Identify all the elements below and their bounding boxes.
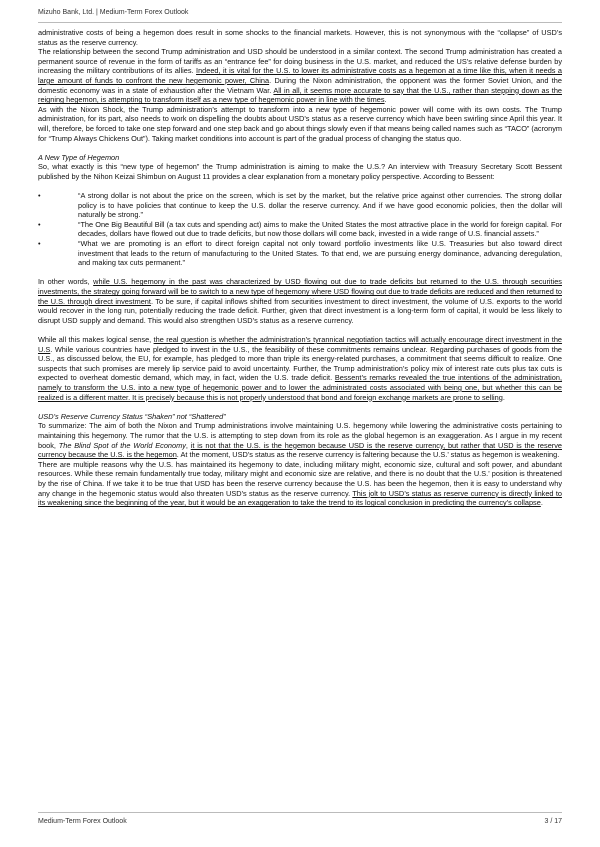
- list-item: • “The One Big Beautiful Bill (a tax cuts and spending act) aims to make the United States the most attractive place in the world for foreign capital. For decades, dollars have flowed out due to trade deficits, but now those dollars will come back, invested in a wide range of U.S. financial assets.”: [38, 219, 562, 239]
- bessent-quotes-list: [38, 191, 562, 268]
- section-heading-reserve-status: USD’s Reserve Currency Status “Shaken” not “Shattered”: [38, 411, 226, 421]
- underlined-passage: the real question is whether the administration’s tyrannical negotiation tactics will actually encourage direct investment in the U.S: [38, 335, 563, 354]
- document-body: [38, 28, 562, 508]
- paragraph-4: So, what exactly is this “new type of hegemon” the Trump administration is aiming to make the U.S.? An interview with Treasury Secretary Scott Bessent published by the Nihon Keizai Shimbun on August 11 provides a clear explanation from a monetary policy perspective. According to Bessent:: [38, 162, 562, 181]
- list-item: • “What we are promoting is an effort to direct foreign capital not only toward portfolio investments like U.S. Treasuries but also toward direct investment that leads to the return of manufacturing to the United States. To that end, we are pursuing energy dominance, advancing deregulation, and making tax cuts permanent.”: [38, 239, 562, 268]
- page-header: Mizuho Bank, Ltd. | Medium-Term Forex Outlook: [38, 9, 189, 16]
- paragraph-7: To summarize: The aim of both the Nixon and Trump administrations involve maintaining U.S. hegemony while lowering the administrative costs pertaining to maintaining this hegemony. The rumor that the U.S. is attempting to step down from its role as the global hegemon is an exaggeration. As I argue in my recent book, The Blind Spot of the World Economy, it is not that the U.S. is the hegemon because USD is the reserve currency, but rather that USD is the reserve currency because the U.S. is the hegemon. At the moment, USD’s status as the reserve currency is faltering because the U.S.’ status as hegemon is weakening.: [38, 421, 562, 460]
- underlined-passage: it is not that the U.S. is the hegemon because USD is the reserve currency, but rather that USD is the reserve currency because the U.S. is the hegemon: [38, 440, 562, 460]
- paragraph-2: The relationship between the second Trump administration and USD should be understood in a similar context. The second Trump administration has created a permanent source of revenue in the form of tariffs as an “entrance fee” for doing business in the U.S. market, and reduced the US’s relative defense burden by increasing the military contributions of its allies. Indeed, it is vital for the U.S. to lower its administrative costs as a hegemon at a time like this, when it needs a large amount of funds to confront the new hegemonic power, China. During the Nixon administration, the opponent was the former Soviet Union, and the domestic economy was in a state of exhaustion after the Vietnam War. All in all, it seems more accurate to say that the U.S., rather than stepping down as the reigning hegemon, is attempting to transform itself as a new type of hegemonic power in line with the times.: [38, 47, 562, 105]
- paragraph-6: While all this makes logical sense, the real question is whether the administration’s tyrannical negotiation tactics will actually encourage direct investment in the U.S. While various countries have pledged to invest in the U.S., the feasibility of these commitments remains unclear. Regarding purchases of goods from the U.S., as discussed below, the EU, for example, has pledged to more than triple its energy-related purchases, a commitment that seems difficult to realize. One suspects that such promises are merely lip service paid to avoid uncertainty. Further, the Trump administration’s policy mix of interest rate cuts plus tax cuts is expected to overheat domestic demand, which may, in fact, widen the U.S. trade deficit. Bessent’s remarks revealed the true intentions of the administration, namely to transform the U.S. into a new type of hegemonic power and to lower the administrated costs associated with being one, but whether this can be realized is a different matter. It is precisely because this is not properly understood that bond and foreign exchange markets are prone to selling.: [38, 335, 563, 402]
- page-number: 3 / 17: [544, 818, 562, 825]
- list-item: • “A strong dollar is not about the price on the screen, which is set by the market, but the relative price against other currencies. The strong dollar policy is to have policies that continue to keep the U.S. dollar the reserve currency. And if we have good economic policies, then the dollar will naturally be strong.”: [38, 191, 562, 220]
- underlined-passage: while U.S. hegemony in the past was characterized by USD flowing out due to trade deficits but returned to the U.S. through securities investments, the strategy going forward will be to switch to a new type of hegemony where USD flowing out due to trade deficits are reduced and then returned to the U.S. through direct investment: [38, 277, 562, 306]
- bullet-icon: •: [38, 191, 41, 201]
- underlined-passage: All in all, it seems more accurate to say that the U.S., rather than stepping down as the reigning hegemon, is attempting to transform itself as a new type of hegemonic power in line with the times: [38, 85, 562, 105]
- section-heading-new-hegemon: A New Type of Hegemon: [38, 152, 120, 162]
- footer-divider: [38, 812, 562, 813]
- underlined-passage: Indeed, it is vital for the U.S. to lower its administrative costs as a hegemon at a time like this, when it needs a large amount of funds to confront the new hegemonic power, China: [38, 66, 562, 85]
- paragraph-1: administrative costs of being a hegemon does result in some shocks to the financial markets. However, this is not synonymous with the “collapse” of USD’s status as the reserve currency.: [38, 28, 562, 47]
- underlined-passage: Bessent’s remarks revealed the true intentions of the administration, namely to transform the U.S. into a new type of hegemonic power and to lower the administrated costs associated with being one, but whether this can be realized is a different matter. It is precisely because this is not properly understood that bond and foreign exchange markets are prone to selling: [38, 373, 563, 402]
- paragraph-8: There are multiple reasons why the U.S. has maintained its hegemony to date, including military might, economic size, cultural and soft power, and abundant resources. While these remain fundamentally true today, military might and economic size are relative, and there is no doubt that the U.S.’ position is threatened by the rise of China. If we take it to be true that USD has been the reserve currency because the U.S. has been the hegemon, then it is easy to understand why any change in the hegemonic status would also threaten USD’s status as the reserve currency. This jolt to USD’s status as reserve currency is directly linked to its weakening since the beginning of the year, but it would be an exaggeration to take the trend to its logical conclusion in predicting the currency’s collapse.: [38, 459, 562, 508]
- footer-title: Medium-Term Forex Outlook: [38, 818, 127, 825]
- paragraph-3: As with the Nixon Shock, the Trump administration’s attempt to transform into a new type of hegemonic power will come with its own costs. The Trump administration, for its part, also needs to work on dispelling the doubts about USD’s status as a reserve currency which have been swirling since April this year. It will, therefore, be forced to take one step forward and one step back and go about things slowly even if that means being called names such as “TACO” (acronym for “Trump Always Chickens Out”). Taking market conditions into account is part of the gradual process of changing the status quo.: [38, 104, 562, 143]
- header-divider: [38, 22, 562, 23]
- bullet-icon: •: [38, 219, 41, 229]
- paragraph-5: In other words, while U.S. hegemony in the past was characterized by USD flowing out due to trade deficits but returned to the U.S. through securities investments, the strategy going forward will be to switch to a new type of hegemony where USD flowing out due to trade deficits are reduced and then returned to the U.S. through direct investment. To be sure, if capital inflows shifted from securities investment to direct investment, the volume of U.S. exports to the world would recover in the long run, potentially reducing the trade deficit. Further, given that direct investment is a long-term form of capital, it would be less likely to disrupt USD supply and demand. This would also strengthen USD’s status as a reserve currency.: [38, 277, 563, 325]
- bullet-icon: •: [38, 239, 41, 249]
- underlined-passage: This jolt to USD’s status as reserve currency is directly linked to its weakening since the beginning of the year, but it would be an exaggeration to take the trend to its logical conclusion in predicting the currency’s collapse: [38, 488, 562, 508]
- book-title: The Blind Spot of the World Economy: [58, 440, 186, 450]
